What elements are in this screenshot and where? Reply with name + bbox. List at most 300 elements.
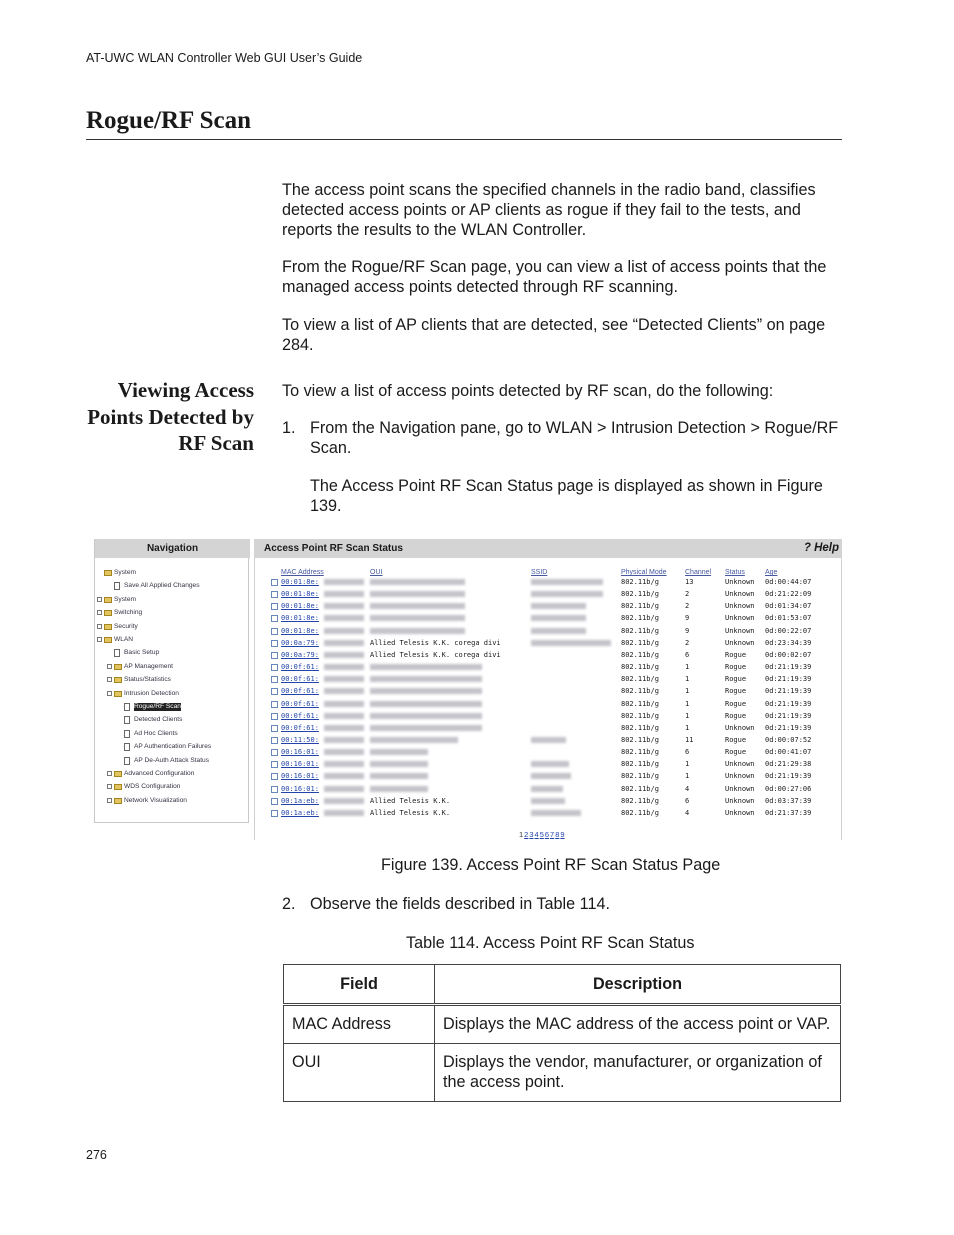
table-row <box>254 613 842 623</box>
age-cell: 0d:21:19:39 <box>765 711 812 720</box>
col-oui[interactable]: OUI <box>370 569 383 576</box>
physical-mode-cell: 802.11b/g <box>621 699 659 708</box>
nav-system-root[interactable] <box>95 569 250 579</box>
expand-toggle-icon[interactable] <box>107 771 112 776</box>
channel-cell: 9 <box>685 626 690 635</box>
redacted-mac <box>324 579 364 585</box>
folder-icon <box>104 610 112 616</box>
channel-cell: 11 <box>685 735 694 744</box>
channel-cell: 1 <box>685 723 690 732</box>
intro-paragraph-3: To view a list of AP clients that are detected, see “Detected Clients” on page 284. <box>282 316 826 355</box>
nav-network-visualization[interactable] <box>95 797 250 807</box>
folder-icon <box>114 784 122 790</box>
mac-address-link[interactable]: 00:01:8e: <box>281 590 319 599</box>
nav-advanced-config[interactable] <box>95 770 250 780</box>
redacted-mac <box>324 786 364 792</box>
physical-mode-cell: 802.11b/g <box>621 735 659 744</box>
page-link[interactable]: 3 <box>529 830 534 839</box>
status-cell: Unknown <box>725 772 755 781</box>
mac-address-link[interactable]: 00:16:01: <box>281 784 319 793</box>
status-cell: Rogue <box>725 650 747 659</box>
status-cell: Unknown <box>725 602 755 611</box>
folder-icon <box>114 677 122 683</box>
panel-header <box>254 539 842 558</box>
channel-cell: 6 <box>685 748 690 757</box>
channel-cell: 4 <box>685 808 690 817</box>
mac-address-link[interactable]: 00:0f:61: <box>281 711 319 720</box>
mac-address-link[interactable]: 00:11:50: <box>281 735 319 744</box>
status-cell: Rogue <box>725 675 747 684</box>
row-checkbox[interactable] <box>271 640 278 647</box>
page-link[interactable]: 5 <box>539 830 544 839</box>
expand-toggle-icon[interactable] <box>97 597 102 602</box>
nav-intrusion-detection[interactable] <box>95 690 250 700</box>
nav-item-label: AP Management <box>124 662 173 670</box>
mac-address-link[interactable]: 00:16:01: <box>281 760 319 769</box>
physical-mode-cell: 802.11b/g <box>621 687 659 696</box>
age-cell: 0d:00:22:07 <box>765 626 812 635</box>
page-icon <box>124 716 130 724</box>
status-cell: Rogue <box>725 748 747 757</box>
expand-toggle-icon[interactable] <box>107 691 112 696</box>
redacted-mac <box>324 591 364 597</box>
mac-address-link[interactable]: 00:1a:eb: <box>281 808 319 817</box>
page-icon <box>124 757 130 765</box>
channel-cell: 6 <box>685 650 690 659</box>
table-row <box>254 674 842 684</box>
physical-mode-cell: 802.11b/g <box>621 590 659 599</box>
physical-mode-cell: 802.11b/g <box>621 626 659 635</box>
nav-item-label: AP Authentication Failures <box>134 743 212 751</box>
redacted-mac <box>324 713 364 719</box>
status-cell: Unknown <box>725 578 755 586</box>
col-status[interactable]: Status <box>725 569 745 576</box>
mac-address-link[interactable]: 00:0f:61: <box>281 699 319 708</box>
redacted-mac <box>324 652 364 658</box>
col-channel[interactable]: Channel <box>685 569 712 576</box>
redacted-mac <box>324 640 364 646</box>
channel-cell: 1 <box>685 687 690 696</box>
status-cell: Rogue <box>725 711 747 720</box>
status-cell: Rogue <box>725 699 747 708</box>
nav-item-label: Switching <box>114 609 143 617</box>
table-row <box>254 626 842 636</box>
nav-item-label: Network Visualization <box>124 796 187 804</box>
table-row <box>284 1005 841 1044</box>
status-cell: Rogue <box>725 735 747 744</box>
row-checkbox[interactable] <box>271 713 278 720</box>
nav-item-label: Security <box>114 622 138 630</box>
page-link[interactable]: 9 <box>560 830 565 839</box>
channel-cell: 2 <box>685 638 690 647</box>
channel-cell: 1 <box>685 663 690 672</box>
field-cell: OUI <box>284 1044 435 1102</box>
table-row <box>254 589 842 599</box>
redacted-mac <box>324 664 364 670</box>
nav-item-label: Save All Applied Changes <box>124 582 200 590</box>
page-number: 276 <box>86 1148 107 1162</box>
age-cell: 0d:21:19:39 <box>765 687 812 696</box>
physical-mode-cell: 802.11b/g <box>621 663 659 672</box>
table-row <box>254 638 842 648</box>
row-checkbox[interactable] <box>271 688 278 695</box>
table-row <box>254 735 842 745</box>
col-ssid[interactable]: SSID <box>531 569 548 576</box>
channel-cell: 4 <box>685 784 690 793</box>
physical-mode-cell: 802.11b/g <box>621 784 659 793</box>
age-cell: 0d:21:37:39 <box>765 808 812 817</box>
channel-cell: 6 <box>685 796 690 805</box>
nav-item-label: Basic Setup <box>124 649 160 657</box>
nav-item-label: Advanced Configuration <box>124 770 195 777</box>
expand-toggle-icon[interactable] <box>97 637 102 642</box>
page-link: 1 <box>519 830 524 839</box>
nav-switching[interactable] <box>95 609 250 619</box>
nav-item-label: WLAN <box>114 636 134 643</box>
redacted-ssid <box>531 640 611 646</box>
nav-security[interactable] <box>95 623 250 633</box>
redacted-ssid <box>531 628 586 634</box>
oui-cell: Allied Telesis K.K. <box>370 808 451 817</box>
redacted-mac <box>324 615 364 621</box>
row-checkbox[interactable] <box>271 664 278 671</box>
table-row <box>254 796 842 806</box>
row-checkbox[interactable] <box>271 737 278 744</box>
channel-cell: 1 <box>685 675 690 684</box>
nav-save-all[interactable] <box>95 582 250 592</box>
nav-basic-setup[interactable] <box>95 649 250 659</box>
redacted-mac <box>324 688 364 694</box>
page-link[interactable]: 2 <box>524 830 529 839</box>
age-cell: 0d:00:02:07 <box>765 650 812 659</box>
page-icon <box>124 730 130 738</box>
row-checkbox[interactable] <box>271 773 278 780</box>
expand-toggle-icon[interactable] <box>107 798 112 803</box>
mac-address-link[interactable]: 00:0f:61: <box>281 675 319 684</box>
folder-icon <box>104 637 112 643</box>
folder-icon <box>104 570 112 576</box>
redacted-oui <box>370 749 428 755</box>
mac-address-link[interactable]: 00:16:01: <box>281 772 319 781</box>
redacted-oui <box>370 664 482 670</box>
mac-address-link[interactable]: 00:01:8e: <box>281 602 319 611</box>
row-checkbox[interactable] <box>271 701 278 708</box>
nav-item-label: System <box>114 595 136 603</box>
step-1-result: The Access Point RF Scan Status page is displayed as shown in Figure 139. <box>310 477 823 516</box>
mac-address-link[interactable]: 00:0a:79: <box>281 638 319 647</box>
mac-address-link[interactable]: 00:16:01: <box>281 748 319 757</box>
physical-mode-cell: 802.11b/g <box>621 808 659 817</box>
redacted-ssid <box>531 591 603 597</box>
age-cell: 0d:21:19:39 <box>765 699 812 708</box>
mac-address-link[interactable]: 00:01:8e: <box>281 626 319 635</box>
redacted-mac <box>324 810 364 816</box>
help-link[interactable]: ? Help <box>803 542 839 554</box>
row-checkbox[interactable] <box>271 749 278 756</box>
row-checkbox[interactable] <box>271 725 278 732</box>
redacted-ssid <box>531 761 569 767</box>
rf-scan-status-panel <box>254 539 842 840</box>
table-row <box>254 601 842 611</box>
redacted-oui <box>370 603 465 609</box>
title-rule <box>86 139 842 140</box>
row-checkbox[interactable] <box>271 676 278 683</box>
page-link[interactable]: 6 <box>544 830 550 839</box>
folder-icon <box>114 664 122 670</box>
row-checkbox[interactable] <box>271 652 278 659</box>
navigation-pane <box>94 539 249 823</box>
oui-cell: Allied Telesis K.K. corega divi <box>370 650 501 659</box>
physical-mode-cell: 802.11b/g <box>621 578 659 586</box>
page-icon <box>124 703 130 711</box>
nav-wds-config[interactable] <box>95 783 250 793</box>
row-checkbox[interactable] <box>271 810 278 817</box>
expand-toggle-icon[interactable] <box>97 610 102 615</box>
table-row <box>284 1044 841 1102</box>
nav-item-label: System <box>114 569 136 576</box>
col-mac-address[interactable]: MAC Address <box>281 569 324 576</box>
row-checkbox[interactable] <box>271 591 278 598</box>
oui-cell: Allied Telesis K.K. <box>370 796 451 805</box>
status-cell: Unknown <box>725 626 755 635</box>
age-cell: 0d:21:19:39 <box>765 772 812 781</box>
status-cell: Unknown <box>725 760 755 769</box>
redacted-ssid <box>531 798 565 804</box>
folder-icon <box>104 597 112 603</box>
redacted-mac <box>324 603 364 609</box>
mac-address-link[interactable]: 00:01:8e: <box>281 578 319 586</box>
row-checkbox[interactable] <box>271 615 278 622</box>
oui-cell: Allied Telesis K.K. corega divi <box>370 638 501 647</box>
status-cell: Unknown <box>725 796 755 805</box>
age-cell: 0d:01:34:07 <box>765 602 812 611</box>
status-cell: Unknown <box>725 784 755 793</box>
figure-caption: Figure 139. Access Point RF Scan Status Page <box>381 856 721 874</box>
header-description: Description <box>435 965 841 1005</box>
row-checkbox[interactable] <box>271 798 278 805</box>
age-cell: 0d:01:53:07 <box>765 614 812 623</box>
channel-cell: 2 <box>685 602 690 611</box>
nav-detected-clients[interactable] <box>95 716 250 726</box>
redacted-mac <box>324 628 364 634</box>
subsection-title: Viewing Access Points Detected by RF Scan <box>87 378 254 455</box>
nav-status-statistics[interactable] <box>95 676 250 686</box>
step-2 <box>282 894 842 914</box>
col-age[interactable]: Age <box>765 569 778 576</box>
intro-paragraph-1: The access point scans the specified channels in the radio band, classifies detected access points or AP clients as rogue if they fail to the tests, and reports the results to the WLAN Controller. <box>282 181 816 240</box>
table-header-row <box>284 965 841 1005</box>
status-cell: Unknown <box>725 590 755 599</box>
mac-address-link[interactable]: 00:0f:61: <box>281 663 319 672</box>
row-checkbox[interactable] <box>271 761 278 768</box>
redacted-oui <box>370 579 465 585</box>
redacted-ssid <box>531 810 581 816</box>
table-row <box>254 686 842 696</box>
nav-ap-deauth-attack[interactable] <box>95 757 250 767</box>
navigation-header: Navigation <box>95 539 250 558</box>
status-cell: Unknown <box>725 614 755 623</box>
rf-scan-screenshot <box>94 539 842 840</box>
status-cell: Unknown <box>725 808 755 817</box>
table-row <box>254 662 842 672</box>
age-cell: 0d:00:41:07 <box>765 748 812 757</box>
channel-cell: 1 <box>685 772 690 781</box>
redacted-mac <box>324 737 364 743</box>
physical-mode-cell: 802.11b/g <box>621 650 659 659</box>
redacted-ssid <box>531 579 603 585</box>
redacted-oui <box>370 773 428 779</box>
age-cell: 0d:03:37:39 <box>765 796 812 805</box>
nav-ap-auth-failures[interactable] <box>95 743 250 753</box>
redacted-ssid <box>531 786 563 792</box>
table-row <box>254 723 842 733</box>
mac-address-link[interactable]: 00:0f:61: <box>281 687 319 696</box>
physical-mode-cell: 802.11b/g <box>621 748 659 757</box>
redacted-ssid <box>531 603 586 609</box>
step-text: Observe the fields described in Table 114. <box>310 895 610 913</box>
age-cell: 0d:21:19:39 <box>765 663 812 672</box>
age-cell: 0d:21:19:39 <box>765 675 812 684</box>
nav-item-label: Status/Statistics <box>124 676 171 684</box>
table-row <box>254 711 842 721</box>
redacted-mac <box>324 773 364 779</box>
physical-mode-cell: 802.11b/g <box>621 675 659 684</box>
table-row <box>254 784 842 794</box>
channel-cell: 1 <box>685 760 690 769</box>
redacted-ssid <box>531 773 571 779</box>
field-cell: MAC Address <box>284 1005 435 1044</box>
expand-toggle-icon[interactable] <box>107 664 112 669</box>
status-cell: Unknown <box>725 723 755 732</box>
expand-toggle-icon[interactable] <box>107 784 112 789</box>
redacted-mac <box>324 701 364 707</box>
page-link[interactable]: 8 <box>555 830 560 839</box>
row-checkbox[interactable] <box>271 628 278 635</box>
age-cell: 0d:23:34:39 <box>765 638 812 647</box>
step-number: 2. <box>282 895 296 913</box>
redacted-ssid <box>531 737 566 743</box>
mac-address-link[interactable]: 00:01:8e: <box>281 614 319 623</box>
folder-icon <box>114 691 122 697</box>
nav-ad-hoc-clients[interactable] <box>95 730 250 740</box>
intro-paragraph-2: From the Rogue/RF Scan page, you can view a list of access points that the managed access points detected through RF scanning. <box>282 258 827 297</box>
nav-wlan[interactable] <box>95 636 250 646</box>
nav-ap-management[interactable] <box>95 663 250 673</box>
page-icon <box>114 582 120 590</box>
status-cell: Unknown <box>725 638 755 647</box>
fields-table <box>283 964 841 1102</box>
page-icon <box>114 649 120 657</box>
redacted-oui <box>370 786 428 792</box>
physical-mode-cell: 802.11b/g <box>621 614 659 623</box>
redacted-oui <box>370 688 482 694</box>
redacted-mac <box>324 761 364 767</box>
redacted-mac <box>324 798 364 804</box>
page-link[interactable]: 4 <box>534 830 539 839</box>
channel-cell: 2 <box>685 590 690 599</box>
table-row <box>254 759 842 769</box>
col-physical-mode[interactable]: Physical Mode <box>621 569 667 576</box>
step-1 <box>282 418 842 460</box>
expand-toggle-icon[interactable] <box>107 677 112 682</box>
mac-address-link[interactable]: 00:0f:61: <box>281 723 319 732</box>
channel-cell: 1 <box>685 699 690 708</box>
age-cell: 0d:00:27:06 <box>765 784 812 793</box>
mac-address-link[interactable]: 00:1a:eb: <box>281 796 319 805</box>
nav-item-label: Ad Hoc Clients <box>134 729 178 737</box>
mac-address-link[interactable]: 00:0a:79: <box>281 650 319 659</box>
header-field: Field <box>284 965 435 1005</box>
redacted-mac <box>324 749 364 755</box>
status-cell: Rogue <box>725 663 747 672</box>
table-row <box>254 650 842 660</box>
channel-cell: 1 <box>685 711 690 720</box>
age-cell: 0d:21:29:38 <box>765 760 812 769</box>
nav-item-label: AP De-Auth Attack Status <box>134 756 210 764</box>
redacted-oui <box>370 725 482 731</box>
physical-mode-cell: 802.11b/g <box>621 638 659 647</box>
table-row <box>254 808 842 818</box>
step-number: 1. <box>282 419 296 437</box>
age-cell: 0d:00:07:52 <box>765 735 812 744</box>
row-checkbox[interactable] <box>271 603 278 610</box>
panel-title: Access Point RF Scan Status <box>264 543 403 554</box>
channel-cell: 13 <box>685 578 694 586</box>
nav-system[interactable] <box>95 596 250 606</box>
procedure-intro: To view a list of access points detected by RF scan, do the following: <box>282 382 774 400</box>
physical-mode-cell: 802.11b/g <box>621 723 659 732</box>
row-checkbox[interactable] <box>271 579 278 586</box>
physical-mode-cell: 802.11b/g <box>621 772 659 781</box>
folder-icon <box>114 771 122 777</box>
redacted-mac <box>324 725 364 731</box>
age-cell: 0d:00:44:07 <box>765 578 812 586</box>
physical-mode-cell: 802.11b/g <box>621 711 659 720</box>
age-cell: 0d:21:22:09 <box>765 590 812 599</box>
expand-toggle-icon[interactable] <box>97 624 102 629</box>
nav-item-label: Rogue/RF Scan <box>134 703 181 710</box>
row-checkbox[interactable] <box>271 786 278 793</box>
running-header: AT-UWC WLAN Controller Web GUI User’s Guide <box>86 51 363 65</box>
description-cell: Displays the vendor, manufacturer, or organization of the access point. <box>435 1044 841 1102</box>
nav-item-label: Intrusion Detection <box>124 689 179 697</box>
physical-mode-cell: 802.11b/g <box>621 602 659 611</box>
channel-cell: 9 <box>685 614 690 623</box>
page-link[interactable]: 7 <box>550 830 555 839</box>
redacted-oui <box>370 737 458 743</box>
nav-item-label: Detected Clients <box>134 716 183 724</box>
redacted-oui <box>370 713 482 719</box>
redacted-oui <box>370 591 465 597</box>
physical-mode-cell: 802.11b/g <box>621 796 659 805</box>
redacted-mac <box>324 676 364 682</box>
nav-rogue-rf-scan[interactable] <box>95 703 250 713</box>
table-row <box>254 577 842 587</box>
status-cell: Rogue <box>725 687 747 696</box>
physical-mode-cell: 802.11b/g <box>621 760 659 769</box>
table-row <box>254 747 842 757</box>
redacted-oui <box>370 701 482 707</box>
redacted-oui <box>370 615 465 621</box>
folder-icon <box>104 624 112 630</box>
table-caption: Table 114. Access Point RF Scan Status <box>406 934 695 952</box>
page-icon <box>124 743 130 751</box>
nav-item-label: WDS Configuration <box>124 783 181 791</box>
redacted-oui <box>370 628 465 634</box>
pagination <box>519 830 566 839</box>
redacted-oui <box>370 761 428 767</box>
folder-icon <box>114 798 122 804</box>
